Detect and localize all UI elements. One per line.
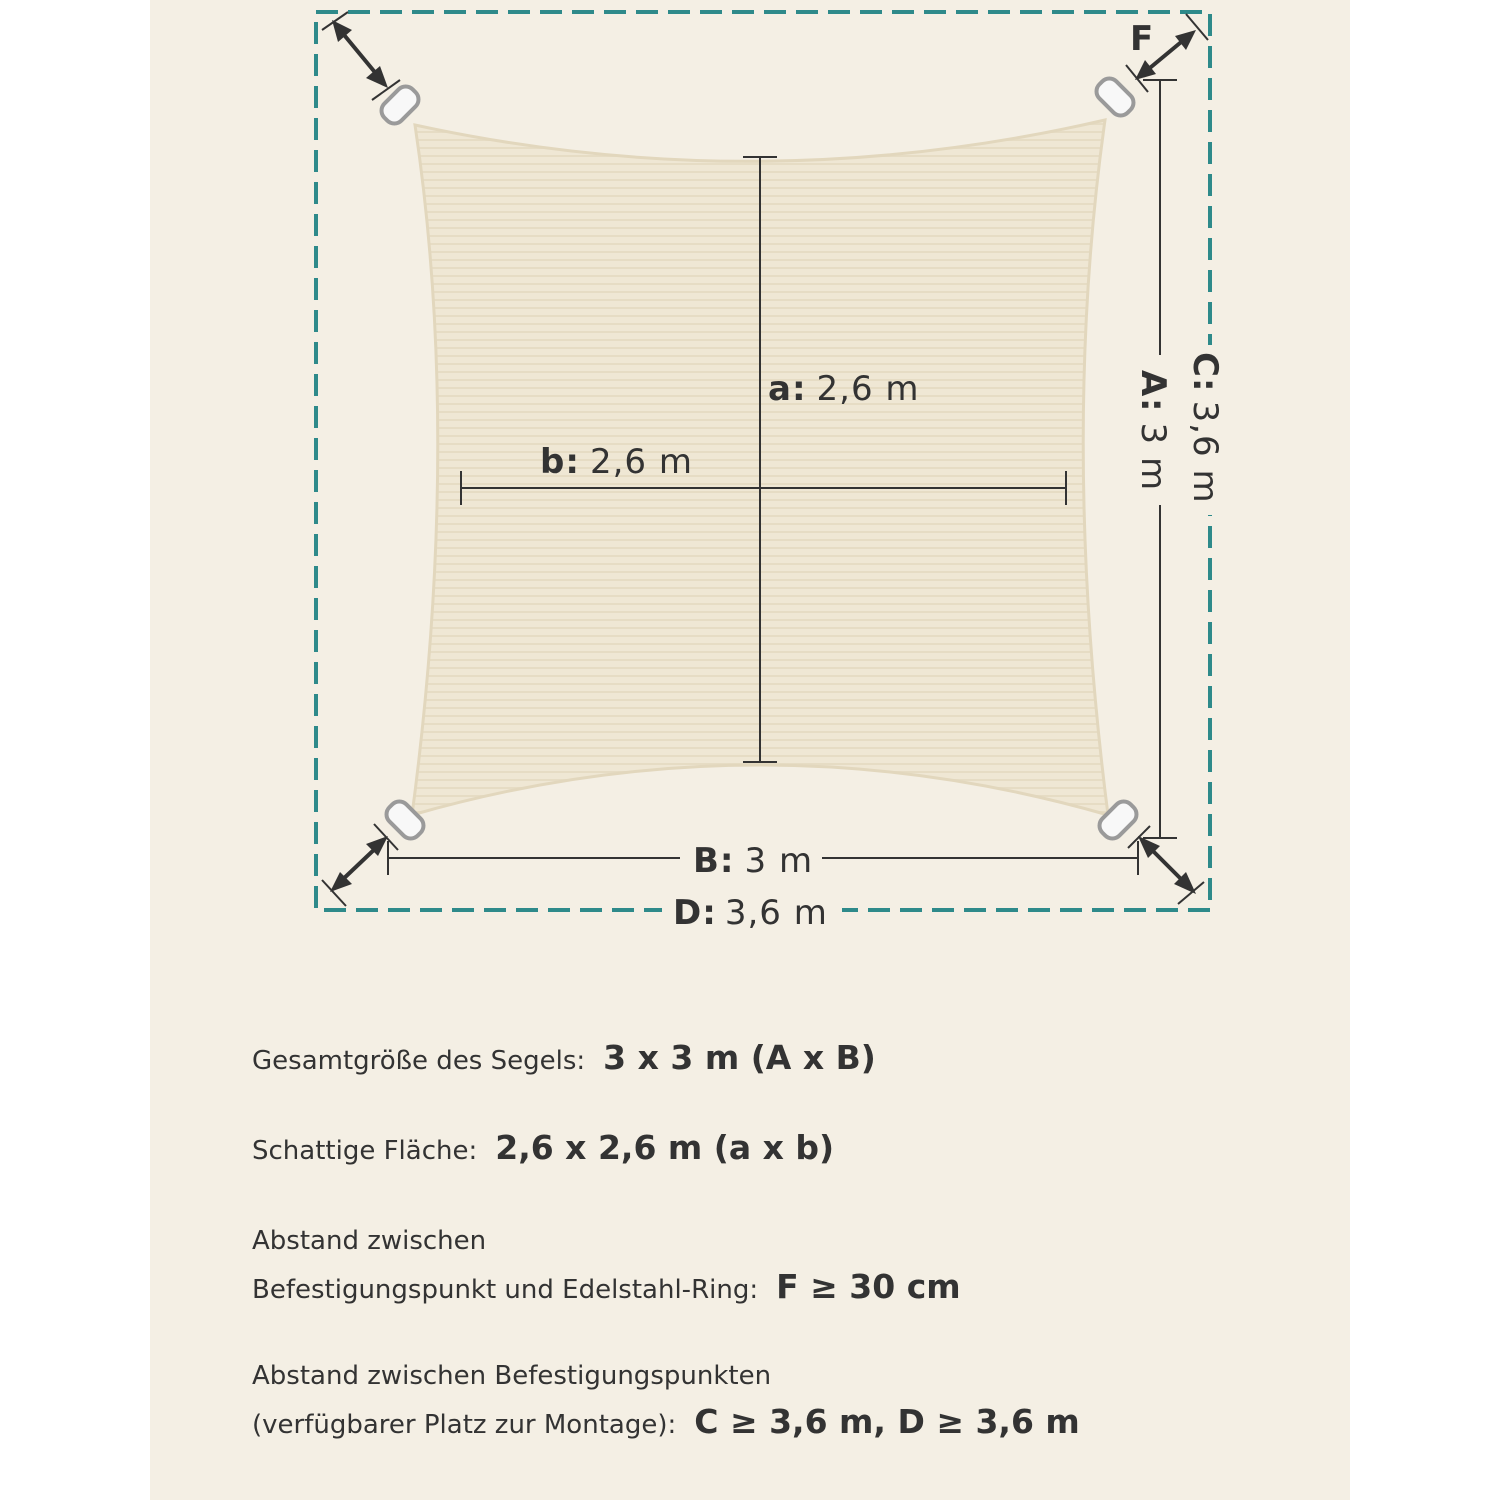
dimension-D-label: D: 3,6 m [673, 893, 828, 933]
spec-mount-distance-line2: (verfügbarer Platz zur Montage): [252, 1410, 677, 1440]
spec-ring-distance-value: F ≥ 30 cm [776, 1267, 961, 1306]
dimension-B-label: B: 3 m [693, 841, 814, 881]
spec-mount-distance-line1: Abstand zwischen Befestigungspunkten [252, 1361, 772, 1391]
spec-total-size [252, 1038, 876, 1077]
dimension-C-label: C:3,6 m [1185, 352, 1225, 504]
dimension-a-label: a: 2,6 m [768, 369, 920, 409]
corner-arrow-top-left [322, 12, 400, 100]
spec-total-size-value: 3 x 3 m (A x B) [603, 1038, 876, 1077]
spec-total-size-label: Gesamtgröße des Segels: [252, 1046, 586, 1076]
spec-ring-distance [252, 1218, 961, 1313]
spec-mount-distance [252, 1353, 1080, 1448]
dimension-F-label: F [1130, 19, 1155, 59]
spec-shade-area-value: 2,6 x 2,6 m (a x b) [495, 1128, 835, 1167]
spec-shade-area [252, 1128, 834, 1167]
spec-mount-distance-value: C ≥ 3,6 m, D ≥ 3,6 m [694, 1402, 1080, 1441]
dimension-b-label: b: 2,6 m [540, 442, 693, 482]
ring-top-left [377, 82, 422, 127]
spec-shade-area-label: Schattige Fläche: [252, 1136, 478, 1166]
ring-top-right [1092, 74, 1137, 119]
spec-ring-distance-line2: Befestigungspunkt und Edelstahl-Ring: [252, 1275, 759, 1305]
spec-ring-distance-line1: Abstand zwischen [252, 1226, 487, 1256]
dimension-A-label: A:3 m [1133, 370, 1173, 492]
corner-arrow-bottom-left [322, 824, 398, 906]
